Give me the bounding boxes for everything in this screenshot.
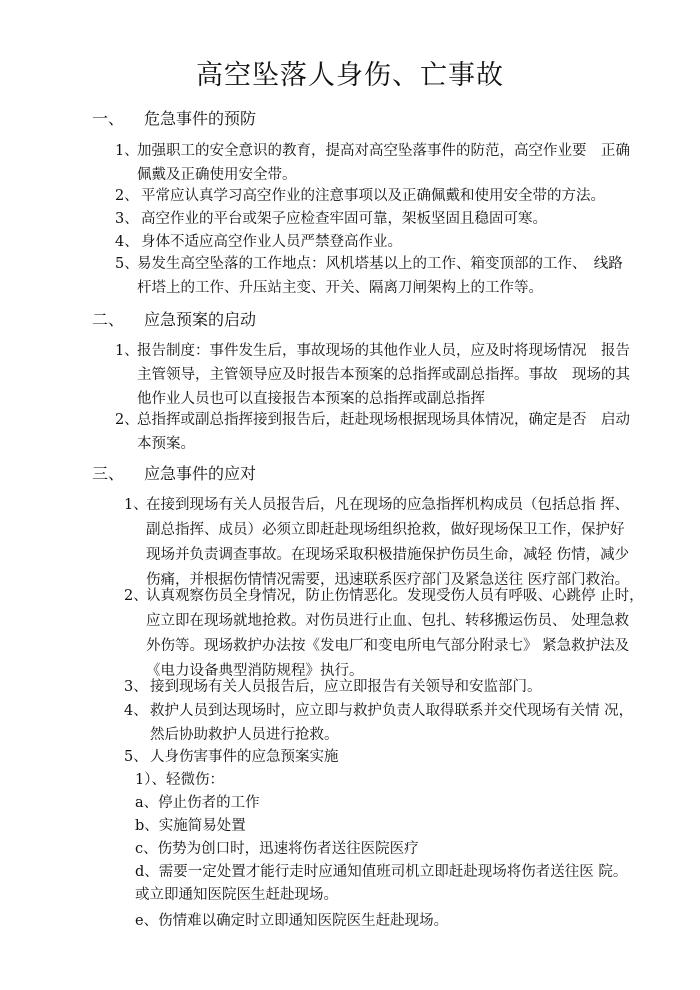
s1-item-1-line-2: 佩戴及正确使用安全带。 [137, 167, 297, 183]
s3-item-2-line-2: 应立即在现场就地抢救。对伤员进行止血、包扎、转移搬运伤员、 处理急救 [146, 613, 630, 629]
s1-item-1-line-1: 加强职工的安全意识的教育，提高对高空坠落事件的防范，高空作业要 正确 [137, 143, 630, 159]
section-1-number: 一、 [92, 109, 125, 128]
s3-item-1-line-3: 现场并负责调查事故。在现场采取积极措施保护伤员生命，减轻 伤情，减少 [146, 547, 630, 563]
s3-item-3-line-1: 接到现场有关人员报告后，应立即报告有关领导和安监部门。 [150, 679, 542, 695]
section-3-number: 三、 [92, 464, 125, 483]
s3-item-5-line-1: 人身伤害事件的应急预案实施 [150, 749, 339, 765]
section-2-title: 应急预案的启动 [144, 310, 257, 329]
s3-item-2-line-1: 认真观察伤员全身情况，防止伤情恶化。发现受伤人员有呼吸、心跳停 止时， [146, 588, 644, 604]
page-title: 高空坠落人身伤、亡事故 [196, 60, 504, 91]
s3-item-1-line-4: 伤痛，并根据伤情情况需要，迅速联系医疗部门及紧急送往 医疗部门救治。 [146, 572, 630, 588]
s1-item-4-number: 4、 [115, 234, 139, 250]
subitem-a: a、停止伤者的工作 [135, 795, 260, 811]
s2-item-1-number: 1、 [115, 343, 139, 359]
s3-item-4 [124, 699, 634, 747]
s1-item-3-number: 3、 [115, 211, 139, 227]
s2-item-2-line-1: 总指挥或副总指挥接到报告后，赶赴现场根据现场具体情况，确定是否 启动 [137, 412, 630, 428]
s1-item-2 [115, 184, 635, 208]
s3-item-3-number: 3、 [124, 679, 148, 695]
s3-item-1-number: 1、 [124, 497, 148, 513]
s3-item-2-line-3: 外伤等。现场救护办法按《发电厂和变电所电气部分附录七》 紧急救护法及 [146, 638, 630, 654]
subitem-e: e、伤情难以确定时立即通知医院医生赶赴现场。 [135, 913, 449, 929]
s2-item-2-number: 2、 [115, 412, 139, 428]
subitem-c: c、伤势为创口时，迅速将伤者送往医院医疗 [135, 841, 419, 857]
s1-item-3-line-1: 高空作业的平台或架子应检查牢固可靠，架板坚固且稳固可寒。 [141, 211, 547, 227]
s1-item-5-number: 5、 [115, 256, 139, 272]
subitem-d: d、需要一定处置才能行走时应通知值班司机立即赶赴现场将伤者送往医 院。 [135, 864, 628, 880]
s3-item-4-line-1: 救护人员到达现场时，应立即与救护负责人取得联系并交代现场有关情 况， [150, 703, 634, 719]
subitem-d-continued: 或立即通知医院医生赶赴现场。 [135, 887, 338, 903]
s3-item-4-line-2: 然后协助救护人员进行抢救。 [150, 727, 339, 743]
s3-item-5-number: 5、 [124, 749, 148, 765]
s1-item-5-line-1: 易发生高空坠落的工作地点：风机塔基以上的工作、箱变顶部的工作、 线路 [137, 256, 623, 272]
s3-item-2-line-4: 《电力设备典型消防规程》执行。 [146, 663, 364, 679]
section-1-title: 危急事件的预防 [144, 109, 257, 128]
s2-item-2-line-2: 本预案。 [137, 436, 195, 452]
s2-item-1-line-3: 他作业人员也可以直接报告本预案的总指挥或副总指挥 [137, 391, 485, 407]
s3-item-2-number: 2、 [124, 588, 148, 604]
s3-item-1-line-1: 在接到现场有关人员报告后，凡在现场的应急指挥机构成员（包括总指 挥、 [146, 497, 630, 513]
s2-item-1-line-2: 主管领导，主管领导应及时报告本预案的总指挥或副总指挥。事故 现场的其 [137, 367, 630, 383]
s3-item-2 [124, 584, 644, 684]
s2-item-2 [115, 408, 635, 456]
subitem-b: b、实施简易处置 [135, 818, 246, 834]
s3-item-4-number: 4、 [124, 703, 148, 719]
s1-item-3 [115, 207, 635, 231]
s3-item-5 [124, 745, 624, 769]
s2-item-1 [115, 339, 635, 411]
s3-item-1-line-2: 副总指挥、成员）必须立即赶赴现场组织抢救，做好现场保卫工作，保护好 [146, 522, 625, 538]
s3-item-3 [124, 675, 624, 699]
s1-item-2-number: 2、 [115, 188, 139, 204]
s1-item-5 [115, 252, 635, 300]
s1-item-2-line-1: 平常应认真学习高空作业的注意事项以及正确佩戴和使用安全带的方法。 [141, 188, 605, 204]
section-2-number: 二、 [92, 310, 125, 329]
s1-item-5-line-2: 杆塔上的工作、升压站主变、开关、隔离刀闸架构上的工作等。 [137, 280, 543, 296]
s3-item-1 [124, 493, 630, 593]
s1-item-4 [115, 230, 635, 254]
s1-item-1 [115, 139, 635, 187]
s1-item-4-line-1: 身体不适应高空作业人员严禁登高作业。 [141, 234, 402, 250]
s1-item-1-number: 1、 [115, 143, 139, 159]
s2-item-1-line-1: 报告制度：事件发生后，事故现场的其他作业人员，应及时将现场情况 报告 [137, 343, 630, 359]
section-3-title: 应急事件的应对 [144, 464, 257, 483]
subitem-minor-injury: 1）、轻微伤： [135, 772, 224, 788]
